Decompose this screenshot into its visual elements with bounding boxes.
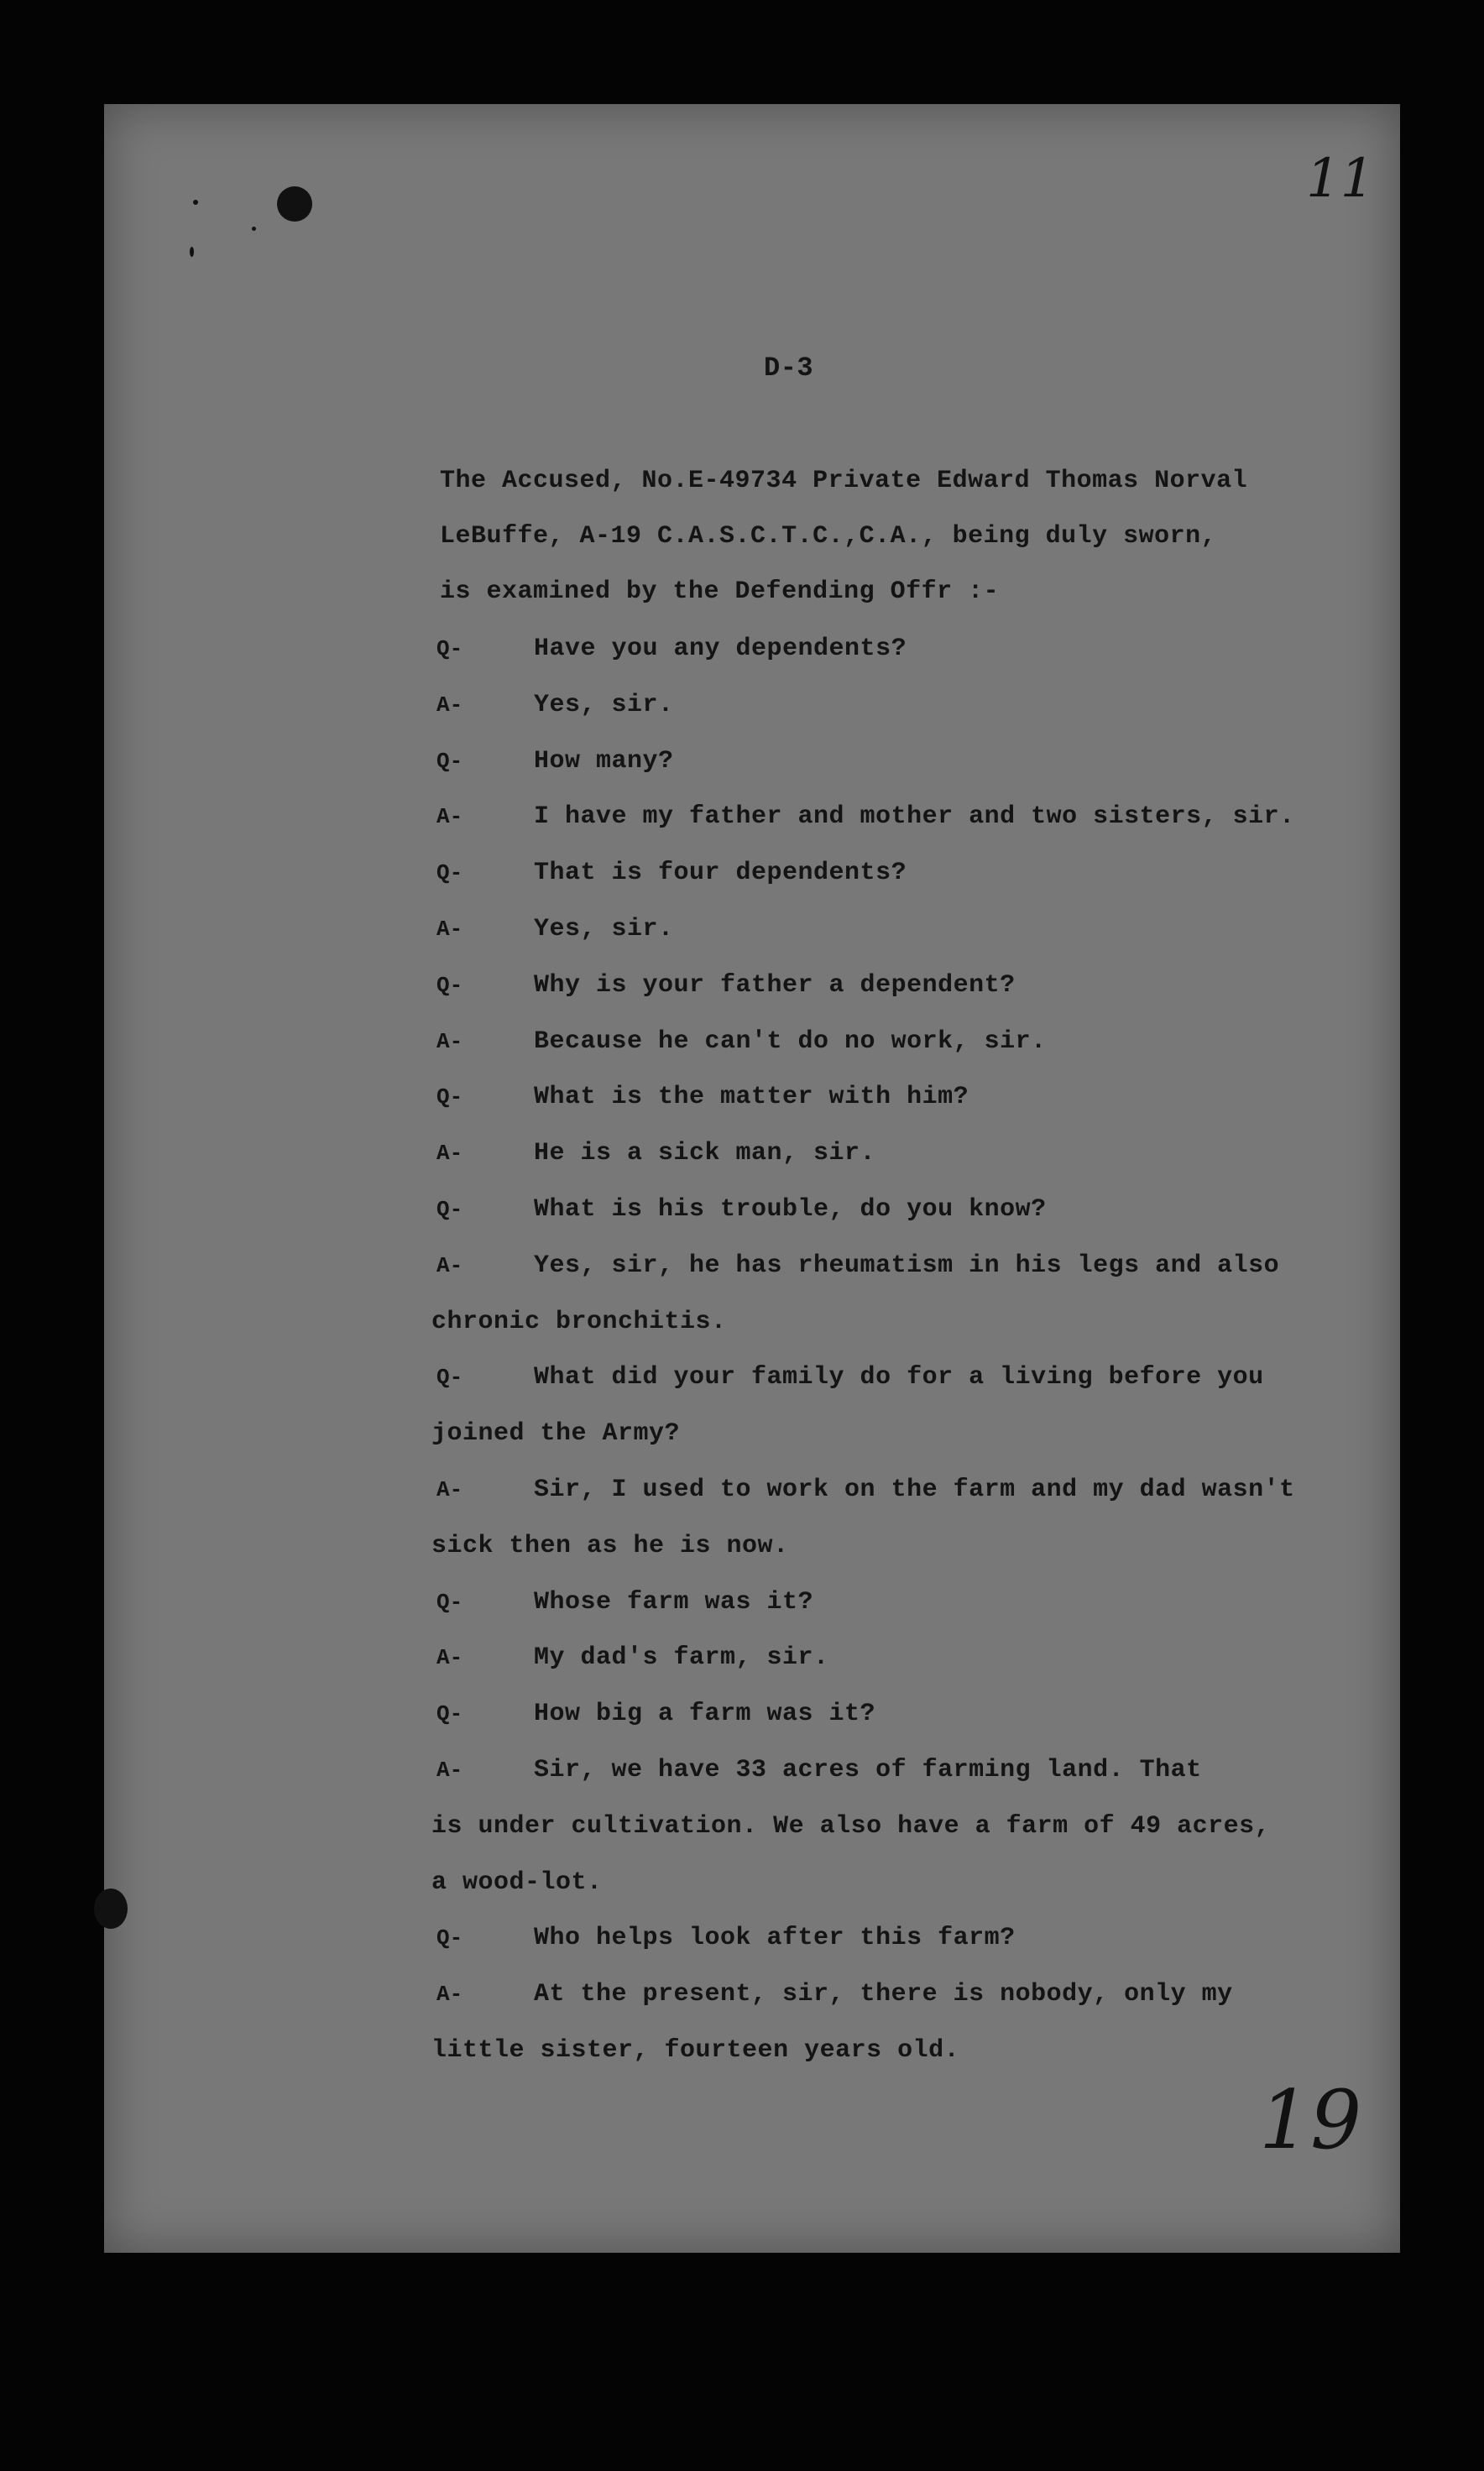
answer-marker: A-: [436, 1982, 463, 2007]
question-text: Have you any dependents?: [534, 635, 907, 663]
scan-speck: [252, 227, 256, 231]
answer-text: My dad's farm, sir.: [534, 1643, 829, 1672]
question-marker: Q-: [436, 1197, 463, 1222]
punch-hole: [94, 1889, 128, 1929]
answer-text: At the present, sir, there is nobody, only my: [534, 1980, 1233, 2009]
question-marker: Q-: [436, 973, 463, 998]
question-text: How many?: [534, 747, 674, 776]
continuation-text: joined the Army?: [431, 1419, 681, 1448]
continuation-text: is under cultivation. We also have a farm of 49 acres,: [431, 1812, 1271, 1841]
scan-speck: [190, 247, 194, 257]
answer-marker: A-: [436, 1758, 463, 1783]
question-text: What is the matter with him?: [534, 1083, 969, 1111]
answer-text: Yes, sir.: [534, 915, 674, 943]
answer-marker: A-: [436, 917, 463, 942]
answer-text: Sir, I used to work on the farm and my dad wasn't: [534, 1476, 1295, 1504]
answer-marker: A-: [436, 1029, 463, 1054]
question-text: That is four dependents?: [534, 859, 907, 887]
question-marker: Q-: [436, 1701, 463, 1727]
answer-text: Yes, sir, he has rheumatism in his legs and also: [534, 1251, 1280, 1280]
question-text: How big a farm was it?: [534, 1700, 876, 1728]
answer-marker: A-: [436, 1141, 463, 1166]
folio-number: 19: [1259, 2073, 1362, 2167]
question-text: Who helps look after this farm?: [534, 1924, 1016, 1952]
question-text: Whose farm was it?: [534, 1588, 814, 1617]
punch-hole: [277, 186, 312, 222]
answer-marker: A-: [436, 1645, 463, 1670]
question-text: What is his trouble, do you know?: [534, 1195, 1047, 1224]
continuation-text: chronic bronchitis.: [431, 1308, 727, 1336]
question-marker: Q-: [436, 860, 463, 885]
continuation-text: sick then as he is now.: [431, 1532, 789, 1560]
intro-line: The Accused, No.E-49734 Private Edward Thomas Norval: [440, 467, 1248, 495]
answer-marker: A-: [436, 804, 463, 829]
continuation-text: little sister, fourteen years old.: [431, 2036, 960, 2065]
question-text: What did your family do for a living before you: [534, 1363, 1264, 1392]
answer-text: Sir, we have 33 acres of farming land. That: [534, 1756, 1202, 1784]
answer-text: Because he can't do no work, sir.: [534, 1027, 1047, 1056]
corner-mark: 11: [1306, 148, 1375, 210]
answer-text: Yes, sir.: [534, 691, 674, 719]
question-marker: Q-: [436, 1084, 463, 1110]
answer-marker: A-: [436, 692, 463, 718]
answer-text: He is a sick man, sir.: [534, 1139, 876, 1168]
question-marker: Q-: [436, 749, 463, 774]
answer-text: I have my father and mother and two sisters, sir.: [534, 802, 1295, 831]
question-marker: Q-: [436, 636, 463, 661]
question-marker: Q-: [436, 1925, 463, 1951]
scan-speck: [193, 200, 198, 205]
question-text: Why is your father a dependent?: [534, 971, 1016, 1000]
question-marker: Q-: [436, 1365, 463, 1390]
answer-marker: A-: [436, 1253, 463, 1278]
intro-line: is examined by the Defending Offr :-: [440, 577, 1000, 606]
intro-line: LeBuffe, A-19 C.A.S.C.T.C.,C.A., being duly sworn,: [440, 522, 1217, 551]
answer-marker: A-: [436, 1477, 463, 1502]
continuation-text: a wood-lot.: [431, 1868, 603, 1897]
question-marker: Q-: [436, 1590, 463, 1615]
page-label: D-3: [764, 353, 814, 384]
